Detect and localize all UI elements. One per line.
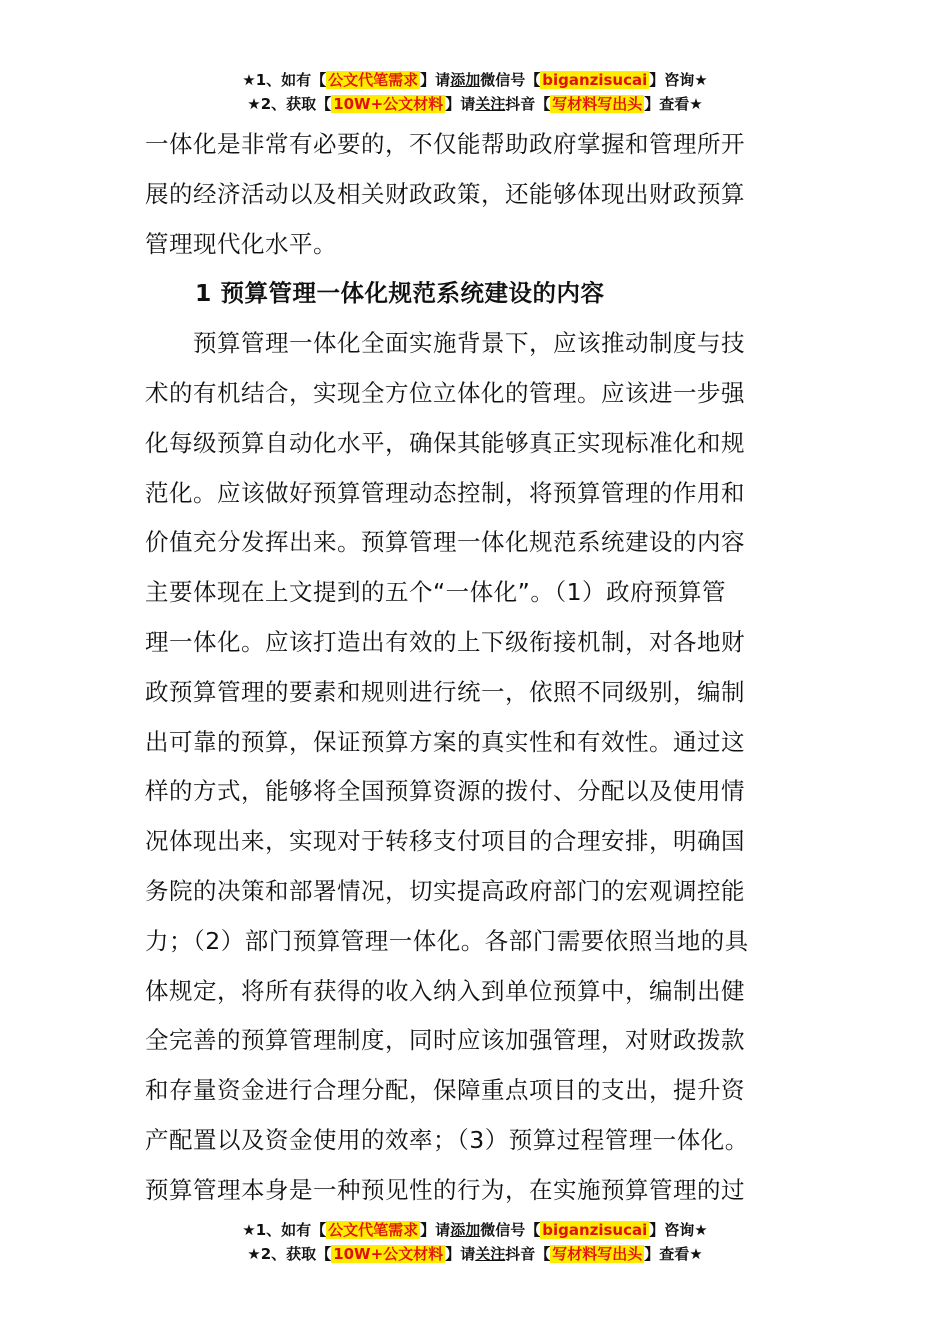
promo-1-prefix: ★1、如有【 (242, 71, 327, 89)
promo-line-1 (0, 68, 950, 92)
paragraph-line: 范化。应该做好预算管理动态控制，将预算管理的作用和 (145, 478, 745, 507)
paragraph-line: 产配置以及资金使用的效率；（3）预算过程管理一体化。 (145, 1125, 749, 1154)
promo-1-underline: 添加 (450, 1221, 481, 1239)
paragraph-line: 体规定，将所有获得的收入纳入到单位预算中，编制出健 (145, 976, 745, 1005)
promo-1-underline: 添加 (450, 71, 481, 89)
promo-1-prefix: ★1、如有【 (242, 1221, 327, 1239)
promo-1-suffix: 】咨询★ (649, 71, 708, 89)
paragraph-line: 政预算管理的要素和规则进行统一，依照不同级别，编制 (145, 677, 745, 706)
promo-1-highlight-wechat: biganzisucai (542, 1221, 648, 1239)
promo-2-mid2: 抖音【 (505, 95, 551, 113)
promo-1-mid: 】请 (420, 1221, 451, 1239)
promo-1-suffix: 】咨询★ (649, 1221, 708, 1239)
promo-1-mid2: 微信号【 (480, 1221, 541, 1239)
promo-1-highlight-wechat: biganzisucai (542, 71, 648, 89)
body-line: 展的经济活动以及相关财政政策，还能够体现出财政预算 (145, 179, 745, 208)
promo-2-mid: 】请 (445, 1245, 476, 1263)
paragraph-line: 预算管理一体化全面实施背景下，应该推动制度与技 (145, 329, 745, 358)
promo-1-highlight-service: 公文代笔需求 (328, 1221, 419, 1239)
body-line: 一体化是非常有必要的，不仅能帮助政府掌握和管理所开 (145, 130, 745, 158)
paragraph-line: 和存量资金进行合理分配，保障重点项目的支出，提升资 (145, 1076, 745, 1105)
promo-2-highlight-materials: 10W+公文材料 (333, 1245, 444, 1263)
paragraph-line: 样的方式，能够将全国预算资源的拨付、分配以及使用情 (145, 777, 745, 806)
paragraph-line: 况体现出来，实现对于转移支付项目的合理安排，明确国 (145, 827, 745, 856)
promo-2-underline: 关注 (475, 95, 506, 113)
promo-1-mid: 】请 (420, 71, 451, 89)
section-heading: 1 预算管理一体化规范系统建设的内容 (195, 279, 605, 308)
paragraph-line: 出可靠的预算，保证预算方案的真实性和有效性。通过这 (145, 727, 745, 756)
promo-2-prefix: ★2、获取【 (247, 95, 332, 113)
promo-1-highlight-service: 公文代笔需求 (328, 71, 419, 89)
paragraph-line: 力；（2）部门预算管理一体化。各部门需要依照当地的具 (145, 926, 749, 955)
promo-header (0, 68, 950, 116)
promo-2-suffix: 】查看★ (644, 1245, 703, 1263)
document-body (145, 120, 810, 1216)
promo-line-2 (0, 1242, 950, 1266)
promo-2-highlight-douyin: 写材料写出头 (552, 1245, 643, 1263)
promo-2-mid2: 抖音【 (505, 1245, 551, 1263)
promo-2-highlight-materials: 10W+公文材料 (333, 95, 444, 113)
paragraph-line: 务院的决策和部署情况，切实提高政府部门的宏观调控能 (145, 876, 745, 905)
promo-2-underline: 关注 (475, 1245, 506, 1263)
promo-footer (0, 1218, 950, 1266)
promo-2-suffix: 】查看★ (644, 95, 703, 113)
promo-2-mid: 】请 (445, 95, 476, 113)
paragraph-line: 主要体现在上文提到的五个“一体化”。（1）政府预算管 (145, 578, 727, 607)
paragraph-line: 价值充分发挥出来。预算管理一体化规范系统建设的内容 (145, 528, 745, 557)
body-line: 管理现代化水平。 (145, 229, 337, 258)
promo-2-highlight-douyin: 写材料写出头 (552, 95, 643, 113)
promo-line-1 (0, 1218, 950, 1242)
promo-1-mid2: 微信号【 (480, 71, 541, 89)
promo-2-prefix: ★2、获取【 (247, 1245, 332, 1263)
paragraph-line: 全完善的预算管理制度，同时应该加强管理，对财政拨款 (145, 1026, 745, 1055)
paragraph-line: 化每级预算自动化水平，确保其能够真正实现标准化和规 (145, 428, 745, 457)
paragraph-line: 理一体化。应该打造出有效的上下级衔接机制，对各地财 (145, 627, 745, 656)
paragraph-line: 预算管理本身是一种预见性的行为，在实施预算管理的过 (145, 1175, 745, 1204)
promo-line-2 (0, 92, 950, 116)
paragraph-line: 术的有机结合，实现全方位立体化的管理。应该进一步强 (145, 378, 745, 407)
